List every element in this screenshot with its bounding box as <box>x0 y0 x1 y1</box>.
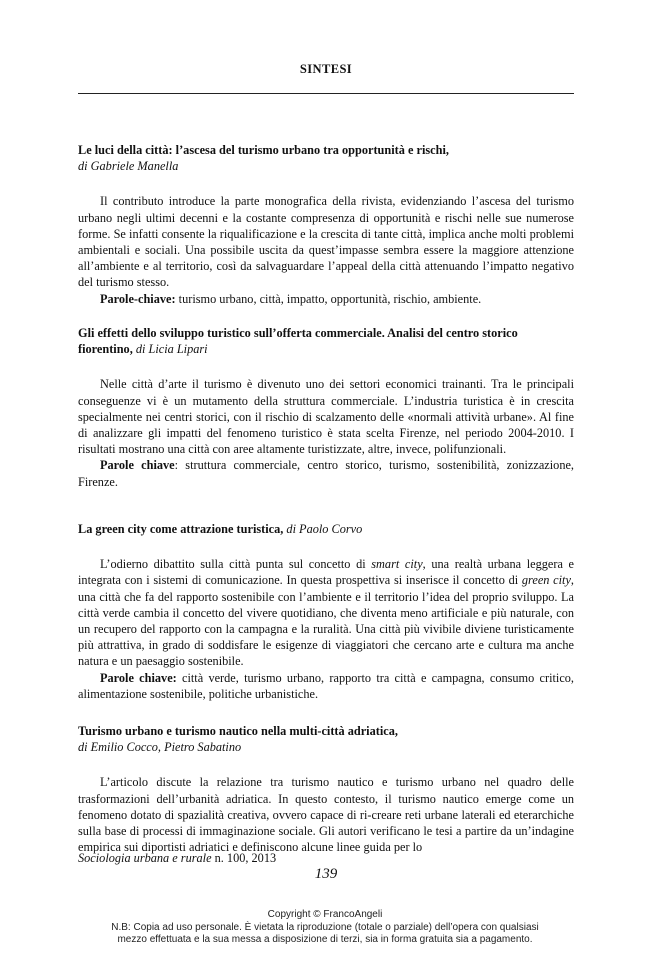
abstract-keywords <box>78 457 574 489</box>
abstract-body: Nelle città d’arte il turismo è divenuto uno dei settori economici trainanti. Tra le principali conseguenze vi è un mutamento della struttura commerciale. L’industria turistica è in crescita specialmente nei centri storici, con il rischio di scalzamento delle «normali attività urbane». Al fine di analizzare gli impatti del fenomeno turistico è stata scelta Firenze, nel periodo 2004-2010. I risultati mostrano una città con aree altamente turistizzate, altre, invece, polifunzionali. <box>78 377 574 457</box>
body-term-green-city: green city <box>521 573 571 588</box>
abstract-body <box>78 556 574 669</box>
abstract-title: Turismo urbano e turismo nautico nella multi-città adriatica, <box>78 724 398 738</box>
keywords-text: : struttura commerciale, centro storico, turismo, sostenibilità, zonizzazione, Firenze. <box>78 458 574 489</box>
body-segment: , una realtà urbana leggera e integrata con i sistemi di comunicazione. In questa prospettiva si inserisce il concetto di <box>78 557 574 588</box>
keywords-label: Parole chiave <box>100 458 175 473</box>
page-number: 139 <box>314 866 338 882</box>
abstract-body: L’articolo discute la relazione tra turismo nautico e turismo urbano nel quadro delle trasformazioni dell’urbanità adriatica. In questo contesto, il turismo nautico emerge come un fenomeno dotato di spazialità creativa, ovvero capace di ri-creare reti urbane laterali ed eterarchiche sulla base di processi di immaginazione sociale. Gli autori verificano le tesi a partire da un’indagine empirica sui diportisti adriatici e definiscono alcune linee guida per lo <box>78 775 574 855</box>
copyright-line: mezzo effettuata e la sua messa a disposizione di terzi, sia in forma gratuita sia a pagamento. <box>117 934 533 945</box>
journal-citation <box>78 851 276 866</box>
abstract-author: di Emilio Cocco, Pietro Sabatino <box>78 740 242 755</box>
keywords-label: Parole-chiave: <box>100 291 176 306</box>
abstract-3 <box>78 521 574 702</box>
header-rule <box>78 93 574 94</box>
copyright-line: Copyright © FrancoAngeli <box>267 909 383 920</box>
abstract-title-text: La green city come attrazione turistica, <box>78 522 284 536</box>
abstract-4 <box>78 723 574 855</box>
abstract-author: di Paolo Corvo <box>286 522 363 536</box>
abstract-keywords <box>78 291 574 307</box>
abstract-title-text: Gli effetti dello sviluppo turistico sull’offerta commerciale. Analisi del centro storico fiorentino, <box>78 326 518 357</box>
running-head: SINTESI <box>299 62 353 76</box>
body-segment: L’odierno dibattito sulla città punta sul concetto di <box>100 557 372 572</box>
abstract-title <box>78 521 574 537</box>
abstract-2 <box>78 325 574 490</box>
journal-name: Sociologia urbana e rurale <box>78 851 212 865</box>
abstract-title: Le luci della città: l’ascesa del turismo urbano tra opportunità e rischi, <box>78 143 449 157</box>
keywords-text: città verde, turismo urbano, rapporto tra città e campagna, consumo critico, alimentazione sostenibile, politiche urbanistiche. <box>78 670 575 701</box>
journal-issue: n. 100, 2013 <box>211 851 277 865</box>
abstract-author: di Licia Lipari <box>135 342 208 357</box>
body-term-smart-city: smart city <box>371 557 423 572</box>
keywords-text: turismo urbano, città, impatto, opportunità, rischio, ambiente. <box>178 291 482 306</box>
abstract-keywords <box>78 670 574 702</box>
copyright-line: N.B: Copia ad uso personale. È vietata la riproduzione (totale o parziale) dell’opera con qualsiasi <box>111 921 539 933</box>
body-segment: , una città che fa del rapporto sostenibile con l’ambiente e il territorio l’idea del proprio sviluppo. La città verde cambia il concetto del vivere quotidiano, che diventa meno artificiale e più naturale, con un recupero del rapporto con la campagna e la ruralità. Una città più vivibile diviene turisticamente più attrattiva, in grado di soddisfare le esigenze di viaggiatori che cercano arte e cultura ma anche natura e un paesaggio sostenibile. <box>78 573 574 669</box>
abstract-body: Il contributo introduce la parte monografica della rivista, evidenziando l’ascesa del turismo urbano negli ultimi decenni e la costante compresenza di opportunità e rischi nelle sue numerose forme. Se infatti consente la riqualificazione e la crescita di tante città, implica anche molti problemi ambientali e sociali. Una possibile uscita da quest’impasse sembra essere la maggiore attenzione all’ambiente e al territorio, così da salvaguardare l’appeal della città attenuando l’impatto negativo del turismo stesso. <box>78 194 574 290</box>
keywords-label: Parole chiave: <box>100 670 177 685</box>
abstract-1 <box>78 142 574 307</box>
copyright-notice <box>0 909 650 947</box>
abstract-title <box>78 325 574 357</box>
abstract-author: di Gabriele Manella <box>78 159 179 174</box>
